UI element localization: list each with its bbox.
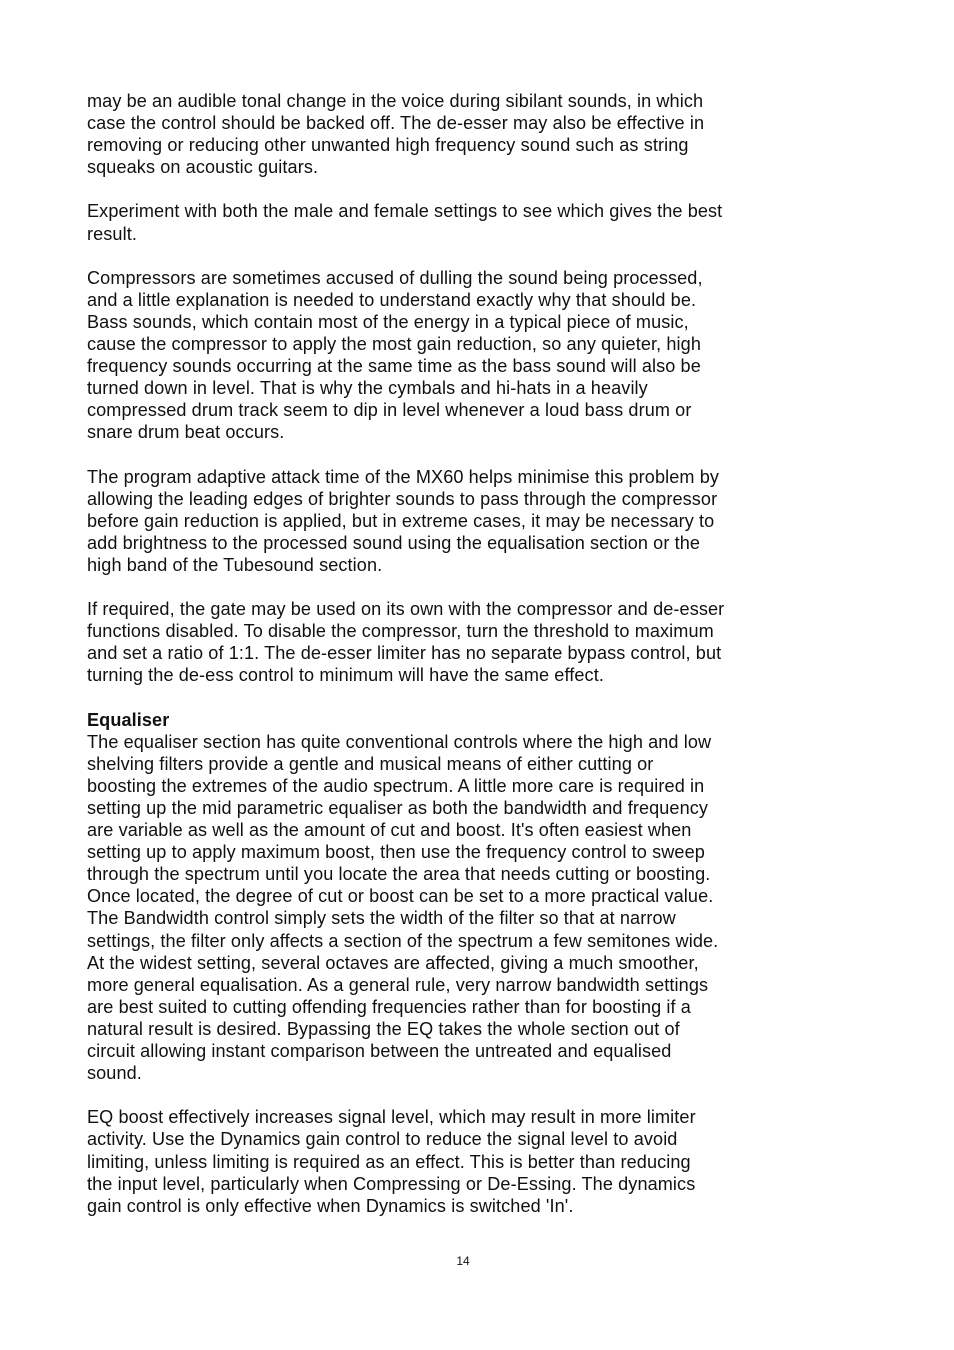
paragraph-gate-standalone xyxy=(87,598,812,686)
paragraph-adaptive-attack xyxy=(87,466,812,576)
paragraph-experiment-settings xyxy=(87,200,812,244)
body-text xyxy=(87,90,812,1239)
text-line: frequency sounds occurring at the same time as the bass sound will also be xyxy=(87,356,701,377)
text-line: settings, the filter only affects a section of the spectrum a few semitones wide. xyxy=(87,930,719,951)
text-line: turned down in level. That is why the cymbals and hi-hats in a heavily xyxy=(87,378,648,399)
text-line: and a little explanation is needed to understand exactly why that should be. xyxy=(87,289,697,310)
text-line: activity. Use the Dynamics gain control to reduce the signal level to avoid xyxy=(87,1129,678,1150)
text-line: cause the compressor to apply the most gain reduction, so any quieter, high xyxy=(87,334,701,355)
text-line: sound. xyxy=(87,1063,142,1084)
paragraph-eq-boost xyxy=(87,1106,812,1216)
text-line: and set a ratio of 1:1. The de-esser limiter has no separate bypass control, but xyxy=(87,643,722,664)
text-line: snare drum beat occurs. xyxy=(87,422,285,443)
text-line: may be an audible tonal change in the voice during sibilant sounds, in which xyxy=(87,91,704,111)
text-line: removing or reducing other unwanted high frequency sound such as string xyxy=(87,135,689,156)
text-line: If required, the gate may be used on its own with the compressor and de-esser xyxy=(87,599,725,620)
text-line: gain control is only effective when Dynamics is switched 'In'. xyxy=(87,1195,574,1216)
text-line: shelving filters provide a gentle and musical means of either cutting or xyxy=(87,753,654,774)
text-line: Bass sounds, which contain most of the energy in a typical piece of music, xyxy=(87,311,689,332)
text-line: circuit allowing instant comparison between the untreated and equalised xyxy=(87,1041,672,1062)
text-line: high band of the Tubesound section. xyxy=(87,554,383,575)
text-line: before gain reduction is applied, but in extreme cases, it may be necessary to xyxy=(87,510,715,531)
text-line: The program adaptive attack time of the MX60 helps minimise this problem by xyxy=(87,466,720,487)
text-line: squeaks on acoustic guitars. xyxy=(87,157,319,178)
text-line: allowing the leading edges of brighter sounds to pass through the compressor xyxy=(87,488,718,509)
text-line: setting up to apply maximum boost, then use the frequency control to sweep xyxy=(87,842,705,863)
text-line: At the widest setting, several octaves are affected, giving a much smoother, xyxy=(87,952,699,973)
text-line: limiting, unless limiting is required as an effect. This is better than reducing xyxy=(87,1151,691,1172)
text-line: setting up the mid parametric equaliser as both the bandwidth and frequency xyxy=(87,798,709,818)
text-line: functions disabled. To disable the compressor, turn the threshold to maximum xyxy=(87,621,714,642)
paragraph-compressor-dulling xyxy=(87,267,812,444)
text-line: The Bandwidth control simply sets the width of the filter so that at narrow xyxy=(87,908,676,929)
text-line: The equaliser section has quite conventional controls where the high and low xyxy=(87,731,712,752)
text-line: result. xyxy=(87,223,137,244)
text-line: compressed drum track seem to dip in level whenever a loud bass drum or xyxy=(87,400,692,421)
text-line: boosting the extremes of the audio spectrum. A little more care is required in xyxy=(87,775,705,796)
page-number: 14 xyxy=(456,1254,470,1268)
text-line: are variable as well as the amount of cut and boost. It's often easiest when xyxy=(87,820,692,841)
text-line: through the spectrum until you locate the area that needs cutting or boosting. xyxy=(87,864,711,885)
paragraph-deesser-tonal-change xyxy=(87,90,812,178)
text-line: EQ boost effectively increases signal level, which may result in more limiter xyxy=(87,1107,696,1128)
text-line: natural result is desired. Bypassing the EQ takes the whole section out of xyxy=(87,1018,680,1039)
text-line: the input level, particularly when Compressing or De-Essing. The dynamics xyxy=(87,1173,696,1194)
text-line: add brightness to the processed sound using the equalisation section or the xyxy=(87,532,701,553)
text-line: are best suited to cutting offending frequencies rather than for boosting if a xyxy=(87,996,691,1017)
text-line: more general equalisation. As a general rule, very narrow bandwidth settings xyxy=(87,974,709,995)
text-line: case the control should be backed off. The de-esser may also be effective in xyxy=(87,113,705,134)
text-line: Once located, the degree of cut or boost can be set to a more practical value. xyxy=(87,886,714,907)
equaliser-heading: Equaliser xyxy=(87,709,170,730)
section-equaliser xyxy=(87,709,812,1085)
text-line: Experiment with both the male and female settings to see which gives the best xyxy=(87,201,723,222)
text-line: turning the de-ess control to minimum will have the same effect. xyxy=(87,665,604,686)
text-line: Compressors are sometimes accused of dulling the sound being processed, xyxy=(87,267,703,288)
